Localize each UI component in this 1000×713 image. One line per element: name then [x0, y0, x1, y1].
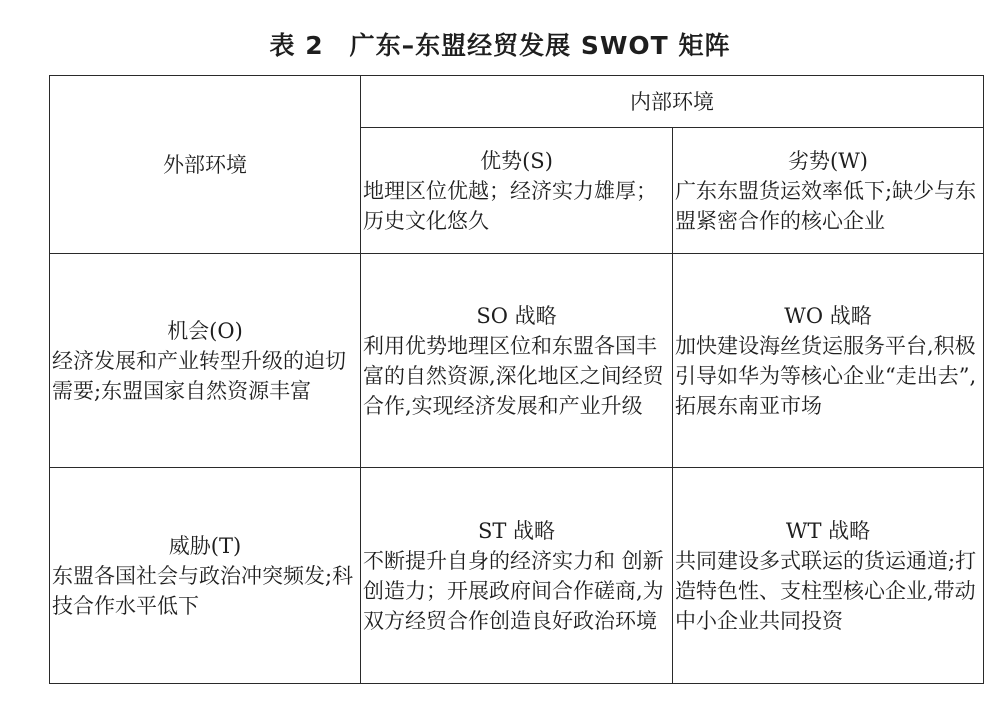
threat-label: 威胁(T)	[168, 533, 242, 558]
strength-cell	[361, 128, 673, 254]
weakness-cell	[673, 128, 984, 254]
table-row-threat	[50, 468, 984, 684]
opportunity-text: 经济发展和产业转型升级的迫切需要;东盟国家自然资源丰富	[52, 348, 346, 403]
st-strategy-text: 不断提升自身的经济实力和 创新创造力；开展政府间合作磋商,为双方经贸合作创造良好政治环境	[363, 548, 664, 633]
internal-environment-label: 内部环境	[630, 89, 714, 114]
wo-strategy-text: 加快建设海丝货运服务平台,积极引导如华为等核心企业“走出去”,拓展东南亚市场	[675, 333, 977, 418]
swot-table	[49, 75, 984, 684]
so-strategy-label: SO 战略	[476, 303, 557, 328]
external-environment-label: 外部环境	[163, 152, 247, 177]
wo-strategy-label: WO 战略	[784, 303, 872, 328]
threat-text: 东盟各国社会与政治冲突频发;科技合作水平低下	[52, 563, 354, 618]
weakness-label: 劣势(W)	[788, 148, 868, 173]
table-row-internal	[50, 76, 984, 128]
table-caption: 表 2 广东–东盟经贸发展 SWOT 矩阵	[269, 31, 731, 60]
wt-strategy-cell	[673, 468, 984, 684]
so-strategy-cell	[361, 254, 673, 468]
wo-strategy-cell	[673, 254, 984, 468]
table-row-opportunity	[50, 254, 984, 468]
strength-label: 优势(S)	[480, 148, 553, 173]
so-strategy-text: 利用优势地理区位和东盟各国丰富的自然资源,深化地区之间经贸合作,实现经济发展和产业升级	[363, 333, 664, 418]
st-strategy-label: ST 战略	[477, 518, 556, 543]
opportunity-label: 机会(O)	[167, 318, 243, 343]
strength-text: 地理区位优越；经济实力雄厚；历史文化悠久	[363, 178, 657, 233]
wt-strategy-label: WT 战略	[785, 518, 871, 543]
wt-strategy-text: 共同建设多式联运的货运通道;打造特色性、支柱型核心企业,带动中小企业共同投资	[675, 548, 977, 633]
st-strategy-cell	[361, 468, 673, 684]
weakness-text: 广东东盟货运效率低下;缺少与东盟紧密合作的核心企业	[675, 178, 977, 233]
corner-cell	[50, 76, 361, 254]
threat-cell	[50, 468, 361, 684]
opportunity-cell	[50, 254, 361, 468]
internal-environment-cell	[361, 76, 984, 128]
